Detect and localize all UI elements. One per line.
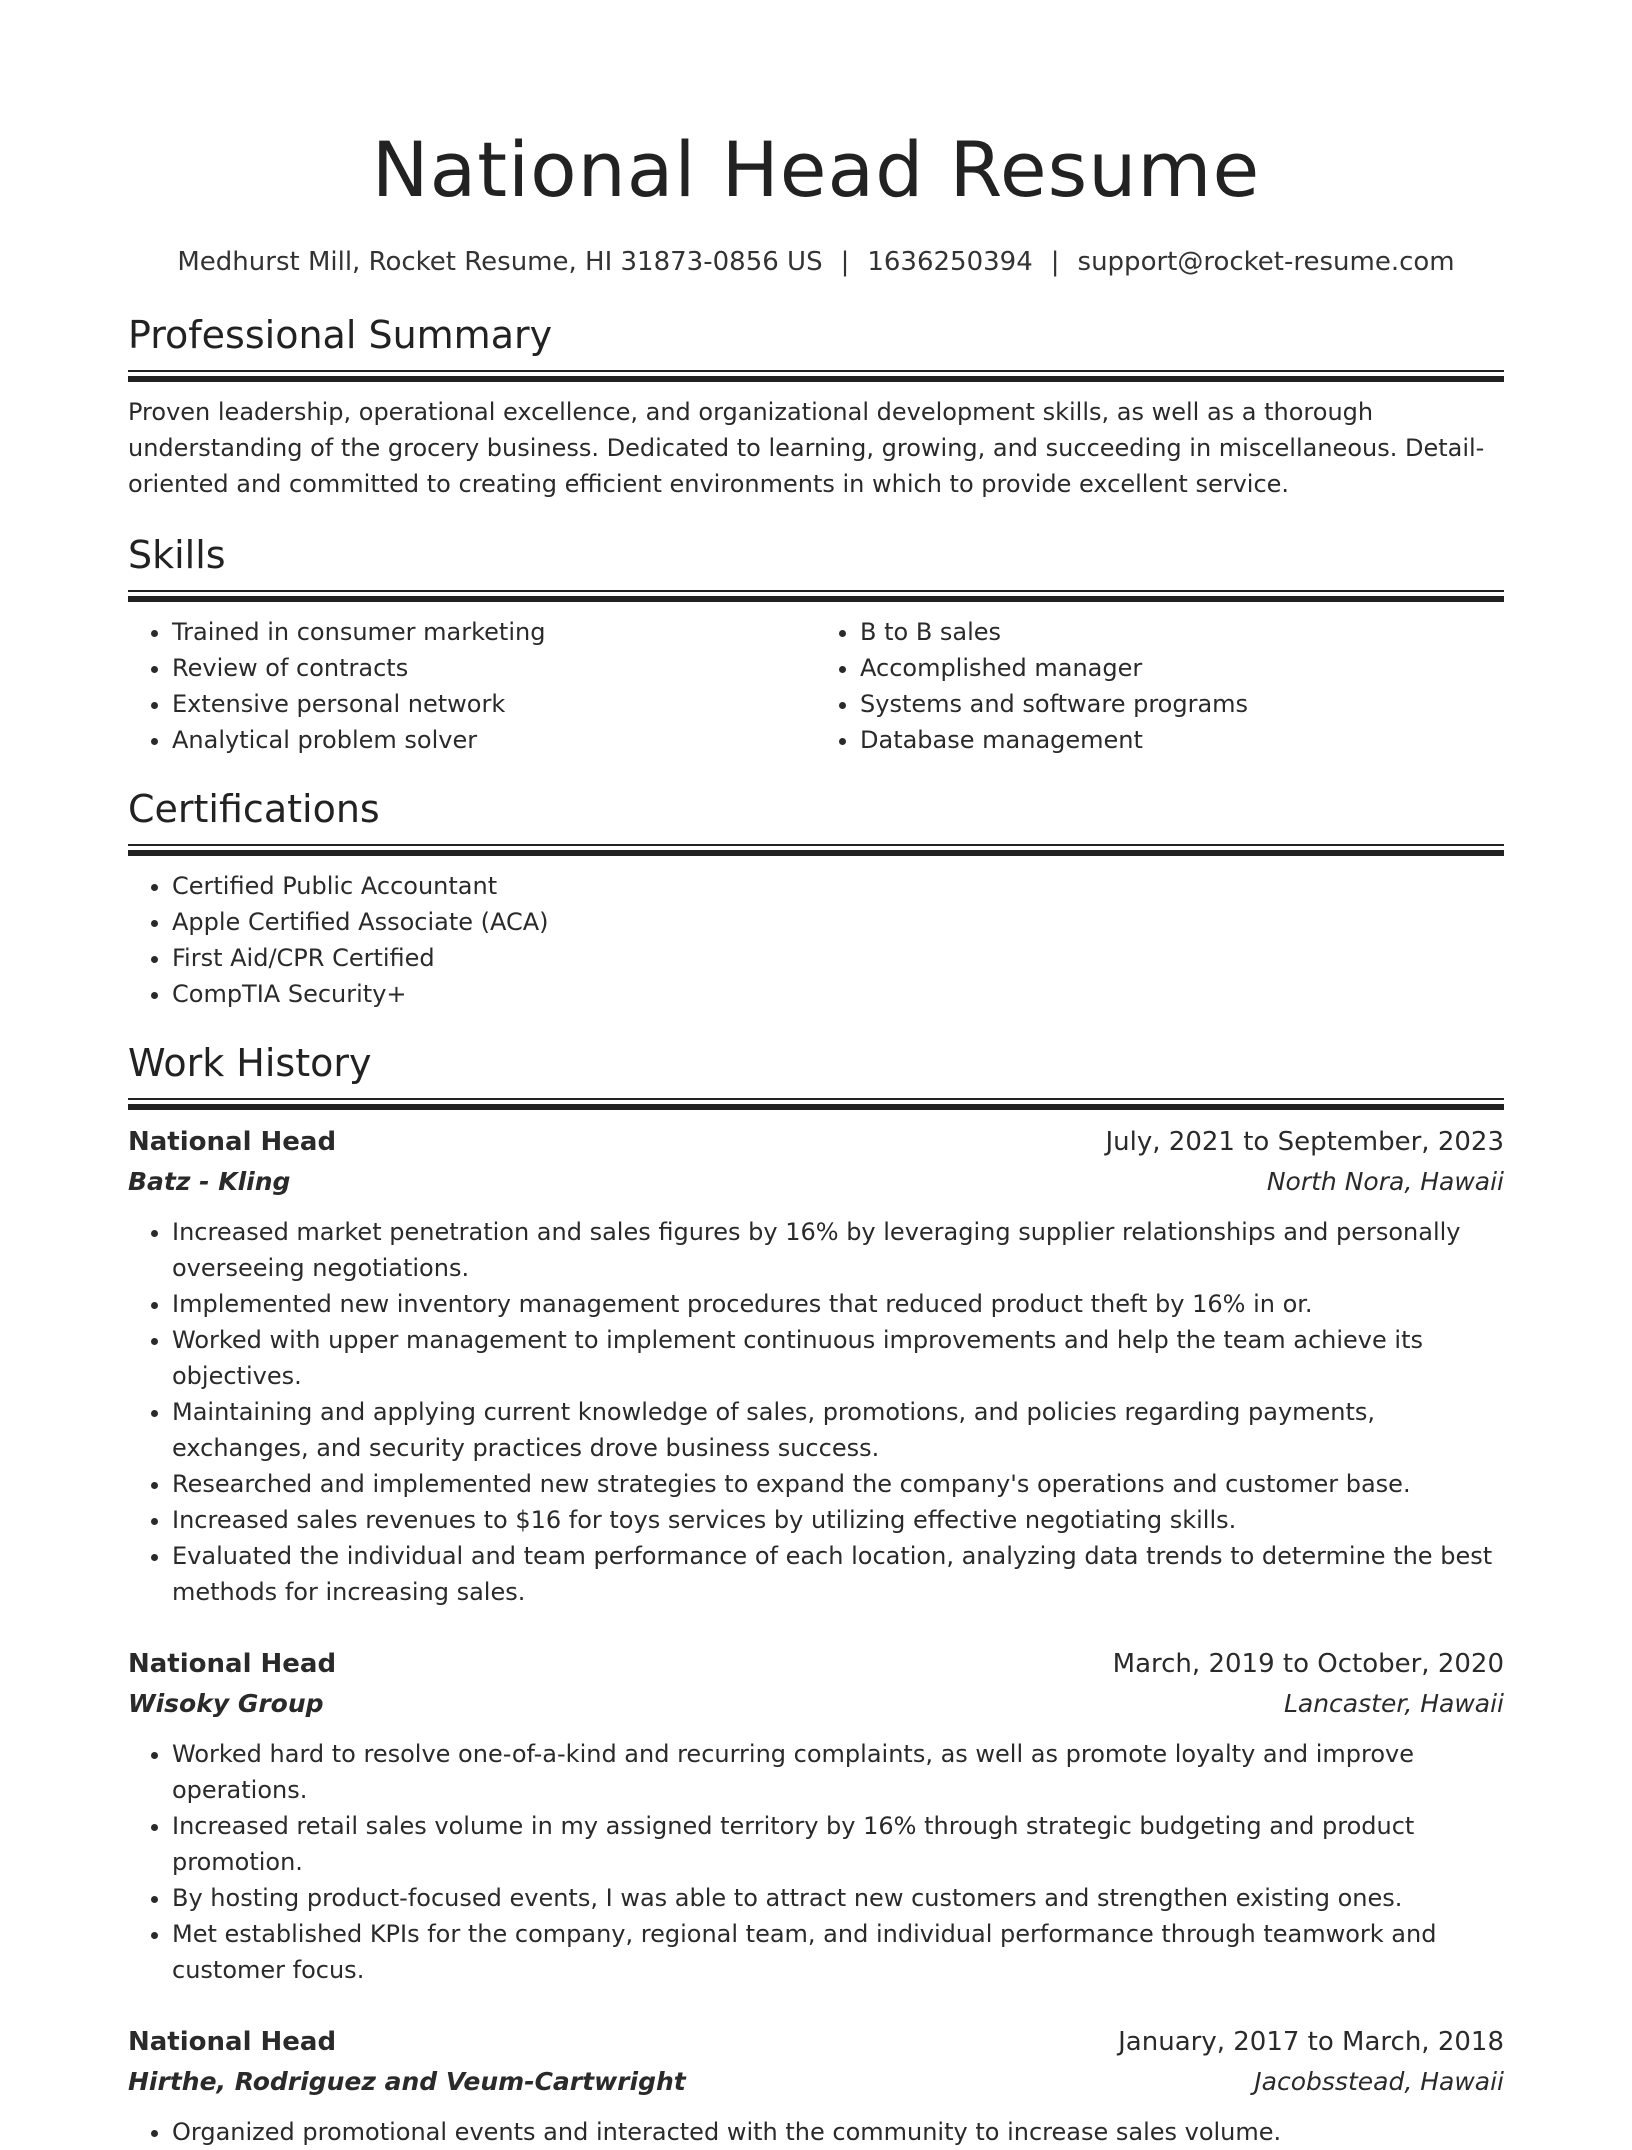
summary-heading: Professional Summary <box>128 313 553 357</box>
certifications-list <box>128 868 1504 1012</box>
job-duty: • Evaluated the individual and team performance of each location, analyzing data trends to determine the best methods for increasing sales. <box>172 1538 1504 1610</box>
job-duty: • Implemented new inventory management procedures that reduced product theft by 16% in or. <box>172 1286 1504 1322</box>
skill-item: • Extensive personal network <box>172 686 816 722</box>
resume-page <box>128 0 1504 2150</box>
certification-item: • Certified Public Accountant <box>172 868 1504 904</box>
job-entry <box>128 1644 1504 1988</box>
summary-text: Proven leadership, operational excellence, and organizational development skills, as well as a thorough understanding of the grocery business. Dedicated to learning, growing, and succeeding in miscellaneous. Detail-oriented and committed to creating efficient environments in which to provide excellent service. <box>128 398 1485 498</box>
job-company: Batz - Kling <box>128 1167 291 1196</box>
job-duty: • By hosting product-focused events, I was able to attract new customers and strengthen existing ones. <box>172 1880 1504 1916</box>
job-duties-list <box>128 1736 1504 1988</box>
job-duties-list <box>128 1214 1504 1610</box>
job-duties-list <box>128 2114 1504 2150</box>
job-duty: • Increased retail sales volume in my assigned territory by 16% through strategic budgeting and product promotion. <box>172 1808 1504 1880</box>
job-duty: • Worked with upper management to implement continuous improvements and help the team achieve its objectives. <box>172 1322 1504 1394</box>
job-location: Lancaster, Hawaii <box>1283 1689 1504 1718</box>
certification-item: • First Aid/CPR Certified <box>172 940 1504 976</box>
certification-item: • CompTIA Security+ <box>172 976 1504 1012</box>
job-company: Hirthe, Rodriguez and Veum-Cartwright <box>128 2067 686 2096</box>
job-title: National Head <box>128 1649 337 1679</box>
certification-item: • Apple Certified Associate (ACA) <box>172 904 1504 940</box>
contact-separator: | <box>1050 247 1060 277</box>
job-duty: • Increased sales revenues to $16 for toys services by utilizing effective negotiating skills. <box>172 1502 1504 1538</box>
contact-separator: | <box>840 247 850 277</box>
job-duty: • Maintaining and applying current knowledge of sales, promotions, and policies regarding payments, exchanges, and security practices drove business success. <box>172 1394 1504 1466</box>
job-dates: July, 2021 to September, 2023 <box>1105 1127 1504 1157</box>
skill-item: • Systems and software programs <box>860 686 1504 722</box>
job-dates: March, 2019 to October, 2020 <box>1112 1649 1504 1679</box>
skills-section <box>128 530 1504 758</box>
contact-phone: 1636250394 <box>867 247 1033 277</box>
skill-item: • Analytical problem solver <box>172 722 816 758</box>
job-title: National Head <box>128 2027 337 2057</box>
contact-email: support@rocket-resume.com <box>1077 247 1455 277</box>
contact-line <box>128 244 1504 280</box>
contact-address: Medhurst Mill, Rocket Resume, HI 31873-0856 US <box>177 247 823 277</box>
section-divider <box>128 844 1504 856</box>
job-entry <box>128 2022 1504 2150</box>
work-history-section <box>128 1038 1504 2150</box>
section-divider <box>128 1098 1504 1110</box>
certifications-heading: Certifications <box>128 787 380 831</box>
skill-item: • Database management <box>860 722 1504 758</box>
skill-item: • Trained in consumer marketing <box>172 614 816 650</box>
job-duty: • Met established KPIs for the company, regional team, and individual performance through teamwork and customer focus. <box>172 1916 1504 1988</box>
job-location: Jacobsstead, Hawaii <box>1254 2067 1504 2096</box>
job-duty: • Researched and implemented new strategies to expand the company's operations and customer base. <box>172 1466 1504 1502</box>
skill-item: • Accomplished manager <box>860 650 1504 686</box>
skill-item: • Review of contracts <box>172 650 816 686</box>
section-divider <box>128 370 1504 382</box>
skills-heading: Skills <box>128 533 226 577</box>
job-location: North Nora, Hawaii <box>1266 1167 1504 1196</box>
summary-section <box>128 310 1504 502</box>
section-divider <box>128 590 1504 602</box>
skills-list-left <box>128 614 816 758</box>
job-duty: • Worked hard to resolve one-of-a-kind and recurring complaints, as well as promote loyalty and improve operations. <box>172 1736 1504 1808</box>
job-company: Wisoky Group <box>128 1689 324 1718</box>
skill-item: • B to B sales <box>860 614 1504 650</box>
job-title: National Head <box>128 1127 337 1157</box>
job-duty: • Organized promotional events and interacted with the community to increase sales volume. <box>172 2114 1504 2150</box>
skills-list-right <box>816 614 1504 758</box>
job-dates: January, 2017 to March, 2018 <box>1118 2027 1504 2057</box>
skills-columns <box>128 614 1504 758</box>
job-duty: • Increased market penetration and sales figures by 16% by leveraging supplier relationships and personally overseeing negotiations. <box>172 1214 1504 1286</box>
resume-title: National Head Resume <box>371 125 1261 214</box>
job-entry <box>128 1122 1504 1610</box>
certifications-section <box>128 784 1504 1012</box>
work-history-heading: Work History <box>128 1041 372 1085</box>
